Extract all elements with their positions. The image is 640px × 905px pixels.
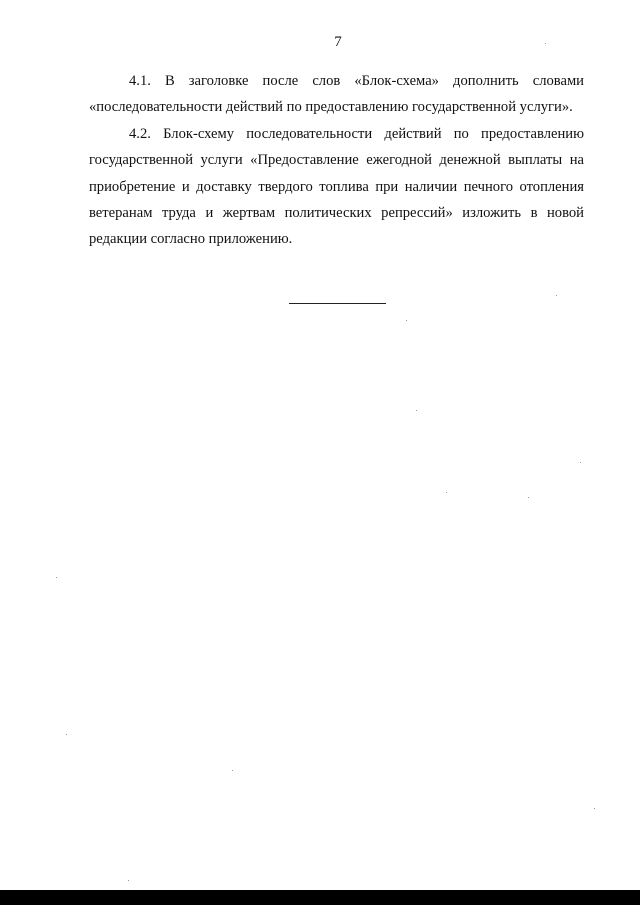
scan-speck bbox=[232, 770, 233, 771]
scan-edge-band bbox=[0, 890, 640, 905]
scan-speck bbox=[556, 295, 557, 296]
document-body bbox=[89, 68, 584, 253]
scan-speck bbox=[66, 734, 67, 735]
scan-speck bbox=[446, 492, 447, 493]
scan-speck bbox=[56, 577, 57, 578]
scan-speck bbox=[416, 410, 417, 411]
scan-speck bbox=[545, 43, 546, 44]
scan-speck bbox=[580, 462, 581, 463]
scan-speck bbox=[406, 320, 407, 321]
scan-speck bbox=[128, 880, 129, 881]
page-number: 7 bbox=[334, 34, 342, 50]
paragraph-4-1: 4.1. В заголовке после слов «Блок-схема» дополнить словами «последовательности действий по предоставлению государственной услуги». bbox=[89, 73, 584, 116]
paragraph-4-2: 4.2. Блок-схему последовательности действий по предоставлению государственной услуги «Предоставление ежегодной денежной выплаты на приобретение и доставку твердого топлива при наличии печного отопления ветеранам труда и жертвам политических репрессий» изложить в новой редакции согласно приложению. bbox=[89, 125, 584, 248]
scan-speck bbox=[528, 497, 529, 498]
section-divider bbox=[289, 303, 386, 304]
scan-speck bbox=[594, 808, 595, 809]
